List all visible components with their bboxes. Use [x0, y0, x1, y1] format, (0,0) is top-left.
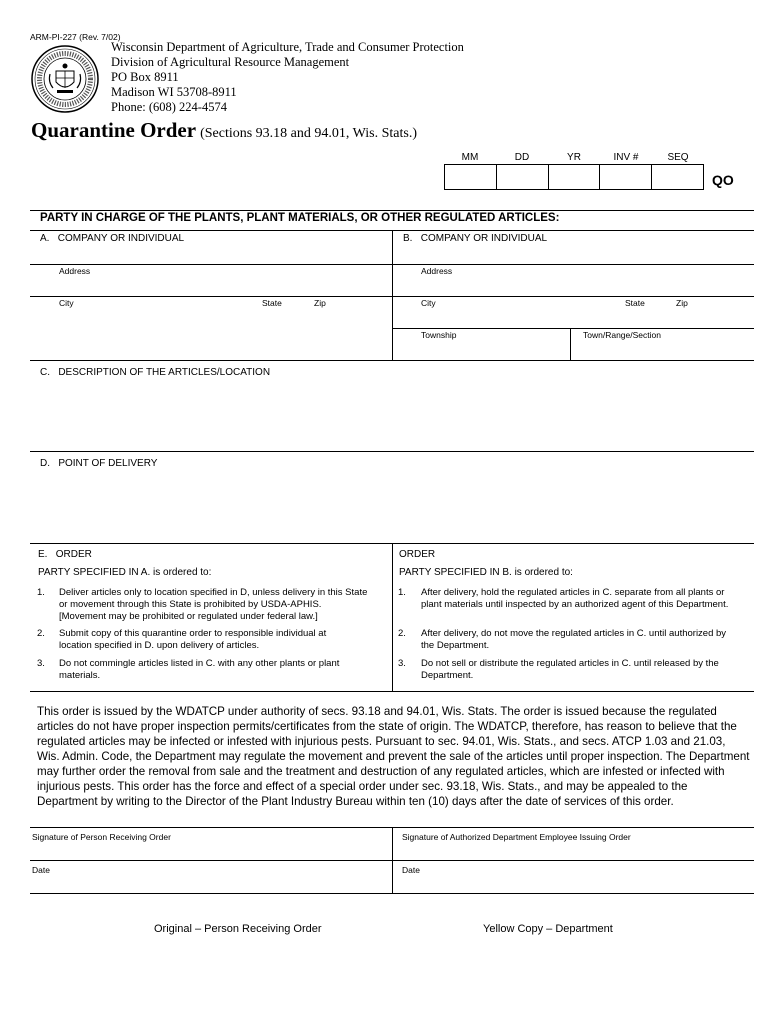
title-main: Quarantine Order: [31, 118, 197, 142]
state-a-label: State: [262, 298, 282, 308]
seq-label: SEQ: [667, 152, 689, 163]
order-a-item: Submit copy of this quarantine order to responsible individual at location specified in D. upon delivery of articles.: [59, 628, 327, 651]
signature-employee-field[interactable]: [393, 843, 753, 859]
mm-field[interactable]: [445, 165, 497, 189]
order-a-item: Do not commingle articles listed in C. with any other plants or plant materials.: [59, 658, 340, 681]
section-a-label: A. COMPANY OR INDIVIDUAL: [40, 233, 185, 244]
address-b-label: Address: [421, 266, 453, 276]
agency-line: Wisconsin Department of Agriculture, Trade and Consumer Protection: [111, 40, 464, 54]
yr-field[interactable]: [549, 165, 601, 189]
agency-line: PO Box 8911: [111, 70, 179, 84]
yellow-copy-note: Yellow Copy – Department: [483, 923, 613, 935]
section-b-label: B. COMPANY OR INDIVIDUAL: [403, 233, 548, 244]
city-a-field[interactable]: [31, 309, 391, 359]
date-right-label: Date: [402, 865, 420, 875]
order-a-num: 3.: [37, 658, 45, 669]
agency-address: [111, 40, 464, 115]
date-right-field[interactable]: [393, 876, 753, 892]
signature-receiving-label: Signature of Person Receiving Order: [32, 832, 171, 842]
agency-line: Madison WI 53708-8911: [111, 85, 237, 99]
date-left-label: Date: [32, 865, 50, 875]
form-number: ARM-PI-227 (Rev. 7/02): [30, 32, 121, 42]
order-b-num: 2.: [398, 628, 406, 639]
city-b-label: City: [421, 298, 436, 308]
order-b-item: After delivery, do not move the regulated articles in C. until authorized by the Department.: [421, 628, 727, 651]
company-b-field[interactable]: [393, 245, 753, 263]
signature-employee-label: Signature of Authorized Department Employee Issuing Order: [402, 832, 631, 842]
order-b-party: PARTY SPECIFIED IN B. is ordered to:: [399, 567, 573, 578]
page-title: [31, 118, 417, 143]
order-b-item: After delivery, hold the regulated articles in C. separate from all plants or plant materials until inspected by an authorized agent of this Department.: [421, 587, 729, 610]
authority-statement: This order is issued by the WDATCP under authority of secs. 93.18 and 94.01, Wis. Stats. The order is issued because the regulated articles do not have proper inspection permits/certificates from the state of origin. The WDATCP, therefore, has reason to believe that the regulated articles may be infected or infested with injurious pests. Pursuant to sec. 94.01, Wis. Stats., and secs. ATCP 1.03 and 21.03, Wis. Admin. Code, the Department may regulate the movement and prevent the sale of the articles until proper inspection. The Department may further order the removal from sale and the treatment and destruction of any regulated articles, which are infested or infected with injurious pests. This order has the force and effect of a special order under sec. 93.18, Wis. Stats., and may be appealed to the Department by writing to the Director of the Plant Industry Bureau within ten (10) days after the date of services of this order.: [37, 705, 750, 808]
section-d-label: D. POINT OF DELIVERY: [40, 458, 158, 469]
point-of-delivery-field[interactable]: [31, 472, 753, 542]
title-subtitle: (Sections 93.18 and 94.01, Wis. Stats.): [200, 126, 418, 141]
qo-code: QO: [712, 172, 734, 188]
description-field[interactable]: [31, 380, 753, 450]
signature-receiving-field[interactable]: [31, 843, 391, 859]
agency-line: Phone: (608) 224-4574: [111, 100, 227, 114]
state-seal-icon: [30, 44, 100, 114]
agency-line: Division of Agricultural Resource Management: [111, 55, 350, 69]
order-a-num: 2.: [37, 628, 45, 639]
order-a-party: PARTY SPECIFIED IN A. is ordered to:: [38, 567, 212, 578]
order-b-num: 3.: [398, 658, 406, 669]
code-box-row: [444, 164, 704, 190]
original-copy-note: Original – Person Receiving Order: [154, 923, 322, 935]
dd-field[interactable]: [497, 165, 549, 189]
dd-label: DD: [514, 152, 530, 163]
inv-label: INV #: [613, 152, 639, 163]
order-b-num: 1.: [398, 587, 406, 598]
order-a-heading: E. ORDER: [38, 549, 92, 560]
city-b-field[interactable]: [393, 309, 753, 327]
city-a-label: City: [59, 298, 74, 308]
party-heading: PARTY IN CHARGE OF THE PLANTS, PLANT MATERIALS, OR OTHER REGULATED ARTICLES:: [40, 212, 560, 224]
order-a-num: 1.: [37, 587, 45, 598]
address-a-field[interactable]: [31, 277, 391, 295]
town-range-section-label: Town/Range/Section: [583, 330, 661, 340]
seq-field[interactable]: [652, 165, 703, 189]
company-a-field[interactable]: [31, 245, 391, 263]
township-field[interactable]: [393, 341, 569, 359]
section-c-label: C. DESCRIPTION OF THE ARTICLES/LOCATION: [40, 367, 271, 378]
state-b-label: State: [625, 298, 645, 308]
zip-b-label: Zip: [676, 298, 688, 308]
township-label: Township: [421, 330, 457, 340]
inv-field[interactable]: [600, 165, 652, 189]
date-left-field[interactable]: [31, 876, 391, 892]
address-a-label: Address: [59, 266, 91, 276]
zip-a-label: Zip: [314, 298, 326, 308]
order-b-item: Do not sell or distribute the regulated articles in C. until released by the Department.: [421, 658, 719, 681]
yr-label: YR: [567, 152, 581, 163]
town-range-section-field[interactable]: [571, 341, 753, 359]
mm-label: MM: [461, 152, 479, 163]
address-b-field[interactable]: [393, 277, 753, 295]
order-b-heading: ORDER: [399, 549, 436, 560]
order-a-item: Deliver articles only to location specified in D, unless delivery in this State or movement through this State is prohibited by USDA-APHIS. [Movement may be prohibited or regulated under federal law.]: [59, 587, 368, 622]
